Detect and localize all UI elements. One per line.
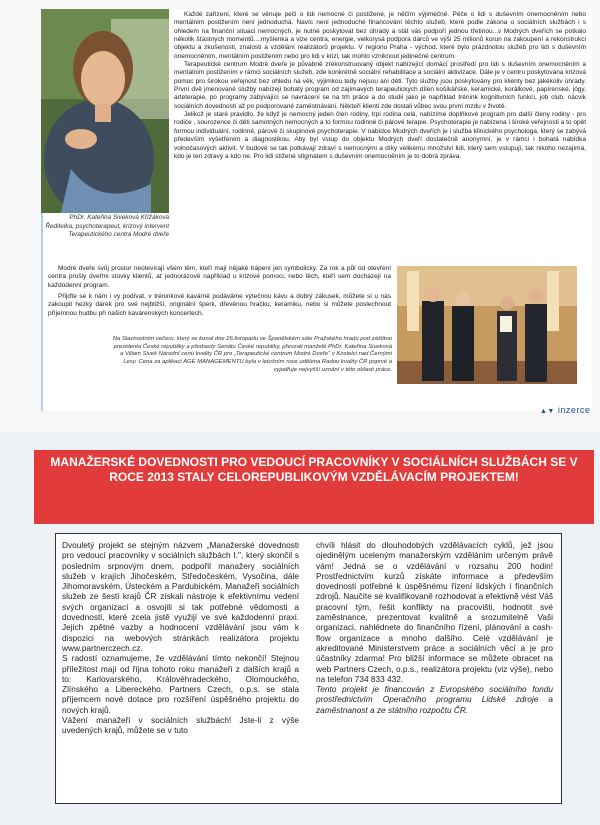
- triangle-icon: ▲▼: [540, 408, 555, 415]
- inzerce-text: inzerce: [557, 405, 591, 415]
- advert-paragraph: chvíli hlásit do dlouhodobých vzdělávacích cyklů, jež jsou ojedinělým uceleným manažerským vzděláním určeným právě vám! Jedná se o vzdělávání v rozsahu 200 hodin! Prostřednictvím kurzů získáte informace a především dovednosti potřebné k úspěšnému řízení lidských i finančních zdrojů. Naučíte se kvalifikovaně rozhodovat a efektivně vést Váš pracovní tým, řešit konflikty na pracovišti, hodnotit své zaměstnance, prezentovat kvalitně a srozumitelně Vaši organizaci, nahlédnete do finančního řízení, plánování a cash-flow organizace a mnoho dalšího. Celé vzdělávání je akreditované Ministerstvem práce a sociálních věcí a je pro účastníky zdarma! Pro bližší informace se můžete obracet na web Partners Czech, o.p.s., realizátora projektu (viz výše), nebo na telefon 734 833 432.: [316, 540, 553, 684]
- portrait-caption: PhDr. Kateřina Siveková Křížáková Ředitelka, psychoterapeut, krizový intervent Terapeutického centra Modré dveře: [45, 214, 169, 239]
- portrait-photo: [41, 9, 169, 213]
- advertisement-label: [540, 405, 590, 415]
- article-paragraph: Modré dveře svůj prostor neotevírají všem těm, kteří mají nějaké trápení jen symbolicky. Za rok a půl od otevření centra prošly dveřmi stovky klientů, ať jednorázově například u krizové pomoci, nebo těch, kteří sem docházejí na každodenní program.: [48, 265, 391, 289]
- banner-title: MANAŽERSKÉ DOVEDNOSTI PRO VEDOUCÍ PRACOVNÍKY V SOCIÁLNÍCH SLUŽBÁCH SE V ROCE 2013 STALY CELOREPUBLIKOVÝM VZDĚLÁVACÍM PROJEKTEM!: [50, 455, 578, 485]
- advert-paragraph: Dvouletý projekt se stejným názvem „Manažerské dovednosti pro vedoucí pracovníky v sociálních službách I.", který skončil s posledním srpnovým dnem, podpořil manažery sociálních služeb v krajích Jihočeském, Středočeském, Vysočina, dále Jihomoravském, Ústeckém a Pardubickém. Manažeři sociálních služeb ze šesti krajů ČR získali nástroje k efektivnímu vedení svých organizací a osvojili si tak potřebné vědomosti a dovednosti, které zcela jistě využijí ve své každodenní praxi. Jejich zpětné vazby a hodnocení vzdělávání jsou vám k dispozici na webových stránkách realizátora projektu www.partnerczech.cz.: [62, 540, 299, 653]
- article-paragraph: Jelikož je staré pravidlo, že když je nemocný jeden člen rodiny, trpí rodina celá, nabízíme doplňkové program pro další členy rodiny - pro rodiče , sourozence či děti samotných nemocných a to formou rodinné či párové terapie. Psychoterapie je nabízena i široké veřejnosti a to opět formou individuální, rodinné, párové či skupinové psychoterapie. V nabídce Modrých dveřích je i služba klinického psychologa, který se zabývá především vyšetřením a diagnostikou. Aby byl vstup do objektu Modrých dveří dostatečně anonymní, je v rámci i bohatá nabídka volnočasových aktivit. V budově se tak potkávají zdraví s nemocnými a díky velikému množství lidí, který sem vstupují, tak nikoho nezajímá, kdo je ten zdravý a kdo ne. Pro lidi stižené stigmatem s duševním onemocněním je to dobrá zpráva.: [174, 111, 586, 160]
- article-body: [174, 11, 586, 161]
- ceremony-caption: Na Slavnostním večeru, který se konal dne 26.listopadu ve Španělském sále Pražského hradu pod záštitou prezidenta České republiky a předsedy Senátu České republiky, převzali manželé PhDr. Kateřina Siveková a Viliam Sivek Národní cenu kvality ČR pro „Terapeutické centrum Modré Dveře" v Kostelci nad Černými Lesy. Cena za aplikaci AGE MANAGEMENTU byla v letošním roce udělena Radou kvality ČR poprvé a vyjadřuje nejvyšší uznání v této oblasti práce.: [112, 336, 392, 373]
- article-paragraph: Každé zařízení, které se věnuje péči o lidi nemocné či postižené, je něčím výjimečné. Péče o lidi s duševním onemocněním nebo mentálním postižením není jednoduchá. Navíc není jednoduché financování těchto služeb, které podle zákona o sociálních službách i s ohledem na finanční situaci nemocných, je nutné poskytovat bez úhrady a stát vás podpoří jednou třetinou...v Modrých dveřích se potkalo několik šťastných momentů....myšlenka a vize centra, energie, velkorysá podpora dárců ve výši 25 milionů korun na zakoupení a rekonstrukci objektu a zkušenosti, znalosti a vzdělání realizátorů projektu. V regionu Praha - východ, které bylo prázdnotou služeb pro lidi s duševním onemocněním, mentálním postižením nebo pro lidi v krizi, tak mohlo vzniknout jedinečné centrum.: [174, 11, 586, 60]
- funding-note: Tento projekt je financován z Evropského sociálního fondu prostřednictvím Operačního programu Lidské zdroje a zaměstnanost a ze státního rozpočtu ČR.: [316, 684, 553, 715]
- ceremony-photo: [397, 266, 577, 384]
- article-paragraph: Terapeutické centrum Modré dveře je půvabně zrekonstruovaný objekt nabízející domácí prostředí pro lidi s duševním onemocněním a mentálním postižením v rámci sociálních služeb, zde konkrétně sociální rehabilitace a sociální aktivizace. Dále je v centru poskytována krizová pomoc pro širokou veřejnost bez ohledu na věk, výjimkou tedy nejsou ani děti. Tyto služby jsou poskytovány pro klienty bez jakékoliv úhrady. První dvě jmenované služby nabízejí bohatý program od zajímavých terapeutických dílen košíkářské, keramické, korálkové, papírenské, jógy, arteterapie, po programy zabývající se navrácení se na trh práce a do studií jako je například trénink kognitivních funkcí, job club, nácvik sociálních dovedností až po podporované zaměstnávání. Někteří klienti zde dostali vůbec svou první mzdu v životě.: [174, 61, 586, 110]
- advert-column-left: [62, 540, 299, 736]
- advert-paragraph: Vážení manažeři v sociálních službách! Jste-li z výše uvedených krajů, můžete se v tuto: [62, 715, 299, 736]
- advert-column-right: [316, 540, 553, 715]
- advert-paragraph: S radostí oznamujeme, že vzdělávání tímto nekončí! Stejnou příležitost mají od října tohoto roku manažeři z dalších krajů a to: Karlovarského, Královéhradeckého, Olomouckého, Zlínského a Libereckého. Partners Czech, o.p.s. se stala příjemcem nové dotace pro rozšíření úspěšného projektu do nových krajů.: [62, 653, 299, 715]
- article-paragraph: Přijďte se k nám i vy podívat, v tréninkové kavárně podáváme výtečnou kávu a dobrý zákusek, můžete si u nás zakoupit hezký dárek pro své nejbližší, originální šperk, dřevěnou hračku, keramiku, nebo si můžete poslechnout příjemnou hudbu při našich kavárenských koncertech.: [48, 293, 391, 317]
- article-body-bottom: [48, 265, 391, 321]
